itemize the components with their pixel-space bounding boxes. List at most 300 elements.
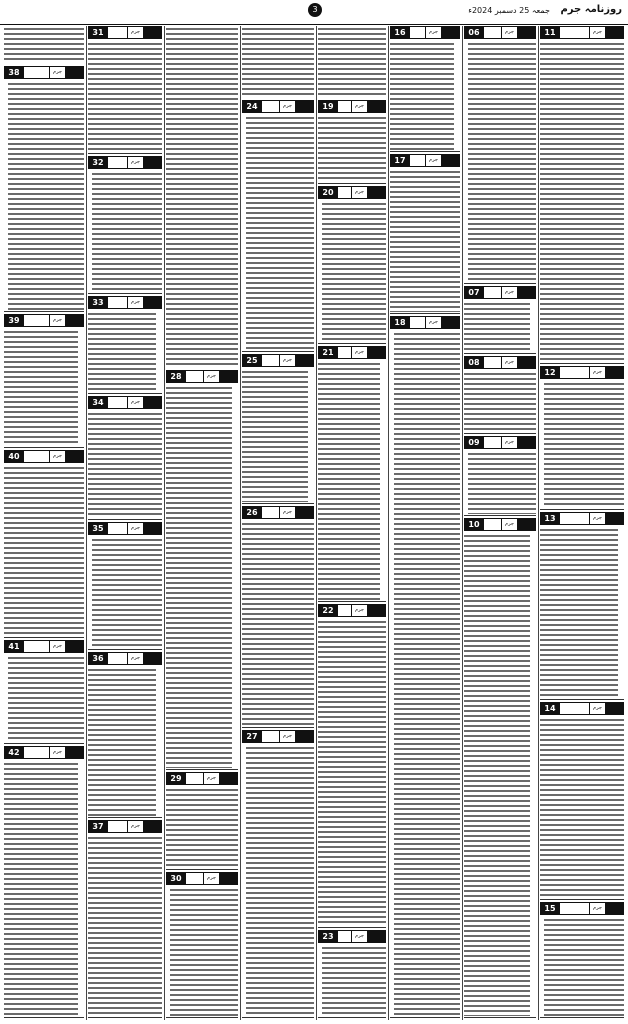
- ad-body-text: [166, 787, 238, 868]
- ad-number: 15: [540, 902, 560, 915]
- logo-block: [220, 872, 238, 885]
- ad-separator: [464, 353, 536, 354]
- ad-body-text: [88, 41, 162, 152]
- classified-ad-header: [390, 154, 460, 167]
- classified-ad-header: [390, 316, 460, 329]
- ad-separator: [4, 637, 84, 638]
- header-band: [262, 100, 279, 113]
- ad-body-text: [170, 887, 238, 1016]
- ad-number: 06: [464, 26, 484, 39]
- classified-ad: [540, 902, 624, 1018]
- ad-body-text: [166, 385, 232, 768]
- ad-label: جرم: [501, 518, 518, 531]
- ad-body-text: [8, 81, 84, 310]
- header-band: [108, 396, 127, 409]
- ad-body-text: [8, 655, 84, 742]
- ad-separator: [318, 1017, 386, 1018]
- classified-ad: [4, 314, 84, 448]
- header-band: [410, 154, 425, 167]
- column-rule: [462, 26, 463, 1020]
- ad-label: جرم: [49, 746, 66, 759]
- ad-label: جرم: [425, 316, 442, 329]
- ad-separator: [166, 769, 238, 770]
- ad-body-text: [92, 171, 162, 292]
- ad-number: 27: [242, 730, 262, 743]
- classified-ad: [242, 354, 314, 504]
- ad-separator: [88, 393, 162, 394]
- classified-ad-header: [88, 396, 162, 409]
- ad-label: جرم: [501, 26, 518, 39]
- classified-ad: [4, 746, 84, 1018]
- classified-ad-header: [540, 702, 624, 715]
- logo-block: [144, 26, 162, 39]
- ad-label: جرم: [589, 702, 606, 715]
- column-rule: [240, 26, 241, 1020]
- ad-number: 41: [4, 640, 24, 653]
- ad-body-text: [4, 465, 84, 636]
- header-band: [108, 522, 127, 535]
- header-band: [560, 702, 589, 715]
- classified-ad-header: [464, 518, 536, 531]
- ad-body-text: [544, 917, 624, 1016]
- ad-number: 34: [88, 396, 108, 409]
- ad-separator: [242, 351, 314, 352]
- ad-label: جرم: [589, 366, 606, 379]
- classified-ad: [318, 930, 386, 1018]
- ad-body-text: [246, 115, 314, 350]
- classified-ad-header: [318, 186, 386, 199]
- ad-number: 12: [540, 366, 560, 379]
- logo-block: [368, 186, 386, 199]
- header-band: [338, 186, 351, 199]
- header-band: [108, 26, 127, 39]
- ad-separator: [464, 283, 536, 284]
- classified-ad-header: [166, 370, 238, 383]
- ad-separator: [540, 899, 624, 900]
- logo-block: [368, 100, 386, 113]
- classified-ad-header: [4, 450, 84, 463]
- ad-body-text: [322, 201, 386, 342]
- ad-label: جرم: [279, 506, 296, 519]
- classified-ad: [4, 450, 84, 638]
- logo-block: [442, 316, 460, 329]
- ad-label: جرم: [279, 354, 296, 367]
- classified-ad-header: [540, 512, 624, 525]
- article-text-block: [166, 26, 238, 368]
- classified-ad: [540, 512, 624, 700]
- logo-block: [518, 518, 536, 531]
- column-rule: [538, 26, 539, 1020]
- ad-separator: [88, 293, 162, 294]
- ad-body-text: [390, 169, 460, 312]
- classified-ad-header: [4, 746, 84, 759]
- column-1: [540, 26, 624, 1020]
- header-band: [108, 820, 127, 833]
- logo-block: [144, 396, 162, 409]
- article-text-block: [242, 26, 314, 98]
- ad-separator: [540, 1017, 624, 1018]
- ad-body-text: [88, 835, 162, 1016]
- classified-ad-header: [464, 26, 536, 39]
- classified-ad-header: [88, 156, 162, 169]
- page-number-badge: 3: [308, 3, 322, 17]
- header-band: [484, 436, 501, 449]
- ad-separator: [4, 743, 84, 744]
- ad-separator: [88, 817, 162, 818]
- classified-ad-header: [4, 640, 84, 653]
- header-band: [262, 506, 279, 519]
- logo-block: [296, 506, 314, 519]
- ad-number: 33: [88, 296, 108, 309]
- ad-number: 14: [540, 702, 560, 715]
- logo-block: [442, 154, 460, 167]
- ad-body-text: [242, 521, 314, 726]
- ad-number: 10: [464, 518, 484, 531]
- ad-number: 38: [4, 66, 24, 79]
- ad-separator: [88, 649, 162, 650]
- logo-block: [518, 356, 536, 369]
- ad-number: 11: [540, 26, 560, 39]
- ad-separator: [464, 1017, 536, 1018]
- article-text-block: [4, 26, 84, 64]
- column-rule: [316, 26, 317, 1020]
- classified-ad: [464, 436, 536, 516]
- header-band: [262, 730, 279, 743]
- ad-label: جرم: [127, 296, 144, 309]
- classified-ad: [540, 366, 624, 510]
- classified-ad: [242, 506, 314, 728]
- ad-label: جرم: [127, 156, 144, 169]
- column-rule: [388, 26, 389, 1020]
- column-2: [464, 26, 536, 1020]
- classified-ad: [464, 286, 536, 354]
- ad-separator: [166, 869, 238, 870]
- ad-number: 09: [464, 436, 484, 449]
- ad-separator: [242, 503, 314, 504]
- header-band: [186, 772, 203, 785]
- classified-ad: [4, 640, 84, 744]
- ad-label: جرم: [127, 396, 144, 409]
- ad-separator: [4, 1017, 84, 1018]
- ad-separator: [4, 311, 84, 312]
- classified-ad-header: [464, 436, 536, 449]
- ad-label: جرم: [127, 522, 144, 535]
- classified-ad: [540, 26, 624, 364]
- classified-ad-header: [390, 26, 460, 39]
- logo-block: [368, 604, 386, 617]
- logo-block: [220, 370, 238, 383]
- header-band: [410, 26, 425, 39]
- ad-number: 37: [88, 820, 108, 833]
- ad-body-text: [318, 619, 386, 926]
- header-band: [484, 356, 501, 369]
- column-6: [166, 26, 238, 1020]
- ad-number: 35: [88, 522, 108, 535]
- logo-block: [66, 314, 84, 327]
- classified-ad-header: [318, 100, 386, 113]
- logo-block: [66, 746, 84, 759]
- logo-block: [144, 522, 162, 535]
- ad-number: 18: [390, 316, 410, 329]
- logo-block: [296, 100, 314, 113]
- header-band: [24, 314, 49, 327]
- classified-ad-header: [4, 66, 84, 79]
- logo-block: [66, 640, 84, 653]
- ad-number: 30: [166, 872, 186, 885]
- ad-number: 40: [4, 450, 24, 463]
- classified-ad-header: [464, 356, 536, 369]
- ad-label: جرم: [127, 652, 144, 665]
- header-band: [24, 450, 49, 463]
- classified-ad: [88, 396, 162, 520]
- ad-number: 31: [88, 26, 108, 39]
- classified-ad-header: [242, 100, 314, 113]
- header-band: [484, 26, 501, 39]
- classified-ad-header: [88, 296, 162, 309]
- header-band: [560, 902, 589, 915]
- classified-ad-header: [242, 354, 314, 367]
- header-band: [338, 100, 351, 113]
- logo-block: [606, 512, 624, 525]
- classified-ad: [318, 346, 386, 602]
- ad-number: 29: [166, 772, 186, 785]
- ad-label: جرم: [279, 100, 296, 113]
- classified-ad: [318, 604, 386, 928]
- logo-block: [66, 66, 84, 79]
- classified-ad: [88, 522, 162, 650]
- ad-label: جرم: [203, 370, 220, 383]
- ad-separator: [318, 183, 386, 184]
- ad-label: جرم: [351, 604, 368, 617]
- logo-block: [144, 156, 162, 169]
- ad-label: جرم: [501, 356, 518, 369]
- ad-separator: [242, 727, 314, 728]
- header-band: [484, 518, 501, 531]
- ad-body-text: [464, 371, 536, 432]
- header-band: [108, 652, 127, 665]
- logo-block: [518, 286, 536, 299]
- column-rule: [164, 26, 165, 1020]
- classified-ad-header: [88, 26, 162, 39]
- classified-ad: [318, 186, 386, 344]
- ad-separator: [166, 1017, 238, 1018]
- logo-block: [518, 436, 536, 449]
- ad-number: 32: [88, 156, 108, 169]
- classified-ad: [318, 100, 386, 184]
- column-4: [318, 26, 386, 1020]
- ad-body-text: [540, 717, 624, 898]
- ad-body-text: [468, 41, 536, 282]
- header-band: [338, 930, 351, 943]
- newspaper-title: روزنامہ جرم: [560, 4, 622, 15]
- classified-ad-header: [88, 652, 162, 665]
- classified-ad: [88, 296, 162, 394]
- classified-ad-header: [242, 506, 314, 519]
- logo-block: [144, 296, 162, 309]
- header-band: [24, 746, 49, 759]
- logo-block: [606, 366, 624, 379]
- ad-separator: [318, 927, 386, 928]
- logo-block: [296, 730, 314, 743]
- ad-label: جرم: [127, 26, 144, 39]
- ad-separator: [88, 1017, 162, 1018]
- ad-separator: [390, 313, 460, 314]
- classified-ad: [4, 66, 84, 312]
- ad-number: 19: [318, 100, 338, 113]
- column-rule: [86, 26, 87, 1020]
- classified-ad-header: [540, 902, 624, 915]
- ad-number: 23: [318, 930, 338, 943]
- ad-number: 36: [88, 652, 108, 665]
- ad-number: 42: [4, 746, 24, 759]
- ad-body-text: [464, 301, 530, 352]
- ad-number: 17: [390, 154, 410, 167]
- header-band: [560, 366, 589, 379]
- classified-ad: [390, 26, 460, 152]
- header-band: [560, 26, 589, 39]
- classified-ad-header: [318, 930, 386, 943]
- ad-body-text: [390, 41, 454, 150]
- ad-number: 24: [242, 100, 262, 113]
- ad-separator: [242, 1017, 314, 1018]
- header-band: [560, 512, 589, 525]
- ad-label: جرم: [351, 930, 368, 943]
- ad-separator: [464, 433, 536, 434]
- ad-separator: [88, 153, 162, 154]
- ad-number: 39: [4, 314, 24, 327]
- classified-ad: [88, 652, 162, 818]
- ad-label: جرم: [425, 26, 442, 39]
- classified-ad: [166, 872, 238, 1018]
- ad-label: جرم: [351, 186, 368, 199]
- ad-separator: [390, 151, 460, 152]
- ad-body-text: [88, 667, 156, 816]
- ad-number: 20: [318, 186, 338, 199]
- ad-number: 28: [166, 370, 186, 383]
- classified-ad-header: [318, 604, 386, 617]
- logo-block: [66, 450, 84, 463]
- classified-ad: [242, 730, 314, 1018]
- ad-body-text: [92, 537, 162, 648]
- article-text-block: [318, 26, 386, 98]
- ad-body-text: [468, 451, 536, 514]
- ad-number: 26: [242, 506, 262, 519]
- classified-ad-header: [540, 26, 624, 39]
- column-7: [88, 26, 162, 1020]
- logo-block: [606, 902, 624, 915]
- ad-label: جرم: [279, 730, 296, 743]
- classified-ad: [242, 100, 314, 352]
- ad-separator: [4, 447, 84, 448]
- ad-separator: [464, 515, 536, 516]
- classified-ad-header: [88, 820, 162, 833]
- ad-label: جرم: [351, 100, 368, 113]
- logo-block: [368, 346, 386, 359]
- classified-ad: [464, 518, 536, 1018]
- ad-number: 21: [318, 346, 338, 359]
- ad-label: جرم: [589, 902, 606, 915]
- logo-block: [144, 820, 162, 833]
- ad-label: جرم: [49, 314, 66, 327]
- header-band: [186, 872, 203, 885]
- ad-label: جرم: [351, 346, 368, 359]
- logo-block: [518, 26, 536, 39]
- ad-label: جرم: [501, 436, 518, 449]
- logo-block: [220, 772, 238, 785]
- ad-label: جرم: [49, 66, 66, 79]
- classified-ad: [540, 702, 624, 900]
- header-band: [262, 354, 279, 367]
- ad-number: 13: [540, 512, 560, 525]
- ad-number: 25: [242, 354, 262, 367]
- classified-ad-header: [242, 730, 314, 743]
- classified-ad: [464, 26, 536, 284]
- ad-body-text: [544, 381, 624, 508]
- ad-body-text: [540, 527, 618, 698]
- header-band: [108, 156, 127, 169]
- classified-ad-header: [166, 872, 238, 885]
- ad-body-text: [394, 331, 460, 1016]
- ad-body-text: [88, 411, 162, 518]
- ad-body-text: [540, 41, 624, 362]
- ad-body-text: [318, 361, 380, 600]
- classified-ad: [390, 316, 460, 1018]
- ad-body-text: [88, 311, 156, 392]
- logo-block: [442, 26, 460, 39]
- ad-separator: [88, 519, 162, 520]
- ad-separator: [540, 363, 624, 364]
- logo-block: [296, 354, 314, 367]
- ad-label: جرم: [589, 26, 606, 39]
- classified-ad-header: [318, 346, 386, 359]
- classified-ad-header: [464, 286, 536, 299]
- ad-body-text: [322, 945, 386, 1016]
- logo-block: [606, 26, 624, 39]
- ad-label: جرم: [425, 154, 442, 167]
- header-band: [338, 604, 351, 617]
- ad-body-text: [4, 761, 78, 1016]
- ad-body-text: [4, 329, 78, 446]
- classified-ad: [88, 820, 162, 1018]
- ad-number: 07: [464, 286, 484, 299]
- ad-label: جرم: [127, 820, 144, 833]
- classified-ad-header: [540, 366, 624, 379]
- classified-ad: [88, 26, 162, 154]
- classified-ad-header: [4, 314, 84, 327]
- classified-ad: [166, 772, 238, 870]
- header-band: [24, 640, 49, 653]
- ad-label: جرم: [203, 772, 220, 785]
- ad-separator: [540, 699, 624, 700]
- ad-body-text: [246, 745, 314, 1016]
- ad-separator: [318, 601, 386, 602]
- classified-ad: [464, 356, 536, 434]
- ad-label: جرم: [49, 450, 66, 463]
- ad-separator: [390, 1017, 460, 1018]
- classified-ad: [88, 156, 162, 294]
- ad-number: 22: [318, 604, 338, 617]
- column-3: [390, 26, 460, 1020]
- classified-ad-header: [88, 522, 162, 535]
- ad-label: جرم: [49, 640, 66, 653]
- ad-label: جرم: [203, 872, 220, 885]
- logo-block: [606, 702, 624, 715]
- ad-label: جرم: [589, 512, 606, 525]
- column-5: [242, 26, 314, 1020]
- masthead: [0, 0, 628, 25]
- ad-body-text: [242, 369, 308, 502]
- header-band: [410, 316, 425, 329]
